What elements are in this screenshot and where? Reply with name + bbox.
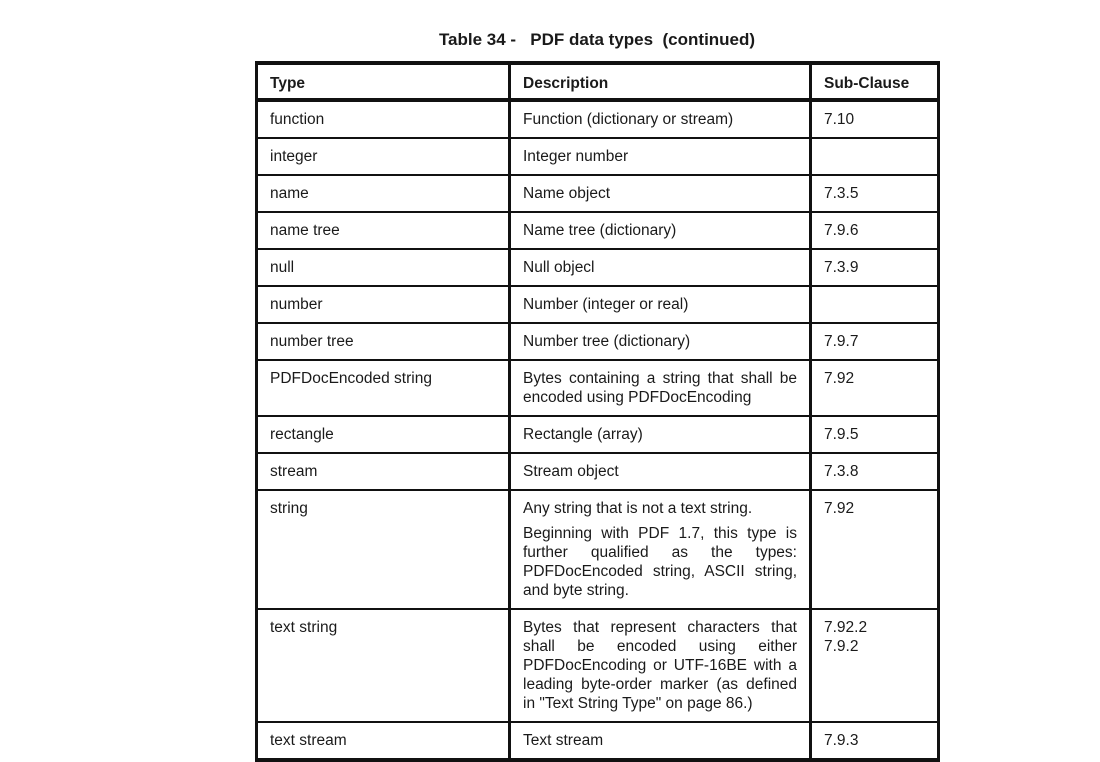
description-cell (510, 323, 811, 360)
description-paragraph: Beginning with PDF 1.7, this type is further qualified as the types: PDFDocEncoded string, ASCII string, and byte string. (523, 525, 797, 599)
type-cell: text stream (257, 722, 510, 760)
description-paragraph: Function (dictionary or stream) (523, 111, 734, 128)
description-paragraph: Null objecl (523, 259, 595, 276)
subclause-cell (811, 100, 939, 138)
description-cell (510, 286, 811, 323)
type-cell: number tree (257, 323, 510, 360)
type-cell: null (257, 249, 510, 286)
description-cell (510, 175, 811, 212)
subclause-ref: 7.92 (824, 500, 855, 517)
subclause-ref: 7.9.7 (824, 333, 859, 350)
subclause-ref: 7.9.6 (824, 222, 859, 239)
subclause-ref: 7.9.3 (824, 732, 859, 749)
type-cell: name (257, 175, 510, 212)
description-paragraph: Bytes containing a string that shall be encoded using PDFDocEncoding (523, 370, 797, 406)
table-row (257, 249, 939, 286)
description-cell (510, 360, 811, 416)
description-cell (510, 249, 811, 286)
subclause-cell (811, 360, 939, 416)
subclause-cell (811, 416, 939, 453)
subclause-ref: 7.3.5 (824, 185, 859, 202)
description-cell (510, 416, 811, 453)
subclause-ref: 7.3.9 (824, 259, 859, 276)
pdf-data-types-table (255, 61, 940, 762)
description-paragraph: Bytes that represent characters that shall be encoded using either PDFDocEncoding or UTF-16BE with a leading byte-order marker (as defined in "Text String Type" on page 86.) (523, 619, 797, 712)
description-paragraph: Number tree (dictionary) (523, 333, 691, 350)
column-header-subclause: Sub-Clause (811, 63, 939, 100)
subclause-ref: 7.10 (824, 111, 855, 128)
table-row (257, 286, 939, 323)
table-body (257, 100, 939, 760)
description-cell (510, 609, 811, 722)
description-cell (510, 490, 811, 609)
description-paragraph: Integer number (523, 148, 629, 165)
subclause-cell (811, 286, 939, 323)
description-cell (510, 138, 811, 175)
description-paragraph: Name tree (dictionary) (523, 222, 677, 239)
subclause-cell (811, 212, 939, 249)
subclause-ref: 7.92 (824, 370, 855, 387)
subclause-cell (811, 609, 939, 722)
subclause-cell (811, 323, 939, 360)
table-row (257, 609, 939, 722)
description-paragraph: Text stream (523, 732, 604, 749)
table-row (257, 323, 939, 360)
table-row (257, 175, 939, 212)
type-cell: string (257, 490, 510, 609)
type-cell: function (257, 100, 510, 138)
description-cell (510, 212, 811, 249)
table-row (257, 212, 939, 249)
table-header-row (257, 63, 939, 100)
table-row (257, 360, 939, 416)
table-row (257, 416, 939, 453)
description-paragraph: Rectangle (array) (523, 426, 643, 443)
description-cell (510, 453, 811, 490)
type-cell: PDFDocEncoded string (257, 360, 510, 416)
subclause-cell (811, 490, 939, 609)
table-row (257, 100, 939, 138)
type-cell: text string (257, 609, 510, 722)
subclause-ref: 7.92.2 (824, 619, 868, 636)
table-row (257, 490, 939, 609)
description-paragraph: Number (integer or real) (523, 296, 689, 313)
subclause-cell (811, 138, 939, 175)
subclause-cell (811, 249, 939, 286)
subclause-ref: 7.9.2 (824, 638, 859, 655)
description-paragraph: Any string that is not a text string. (523, 500, 753, 517)
subclause-cell (811, 175, 939, 212)
column-header-description: Description (510, 63, 811, 100)
subclause-cell (811, 453, 939, 490)
description-paragraph: Stream object (523, 463, 619, 480)
column-header-type: Type (257, 63, 510, 100)
table-title: Table 34 - PDF data types (continued) (438, 30, 756, 49)
subclause-ref: 7.3.8 (824, 463, 859, 480)
description-paragraph: Name object (523, 185, 611, 202)
description-cell (510, 100, 811, 138)
type-cell: integer (257, 138, 510, 175)
type-cell: number (257, 286, 510, 323)
subclause-ref: 7.9.5 (824, 426, 859, 443)
table-row (257, 138, 939, 175)
type-cell: stream (257, 453, 510, 490)
type-cell: name tree (257, 212, 510, 249)
table-row (257, 453, 939, 490)
type-cell: rectangle (257, 416, 510, 453)
